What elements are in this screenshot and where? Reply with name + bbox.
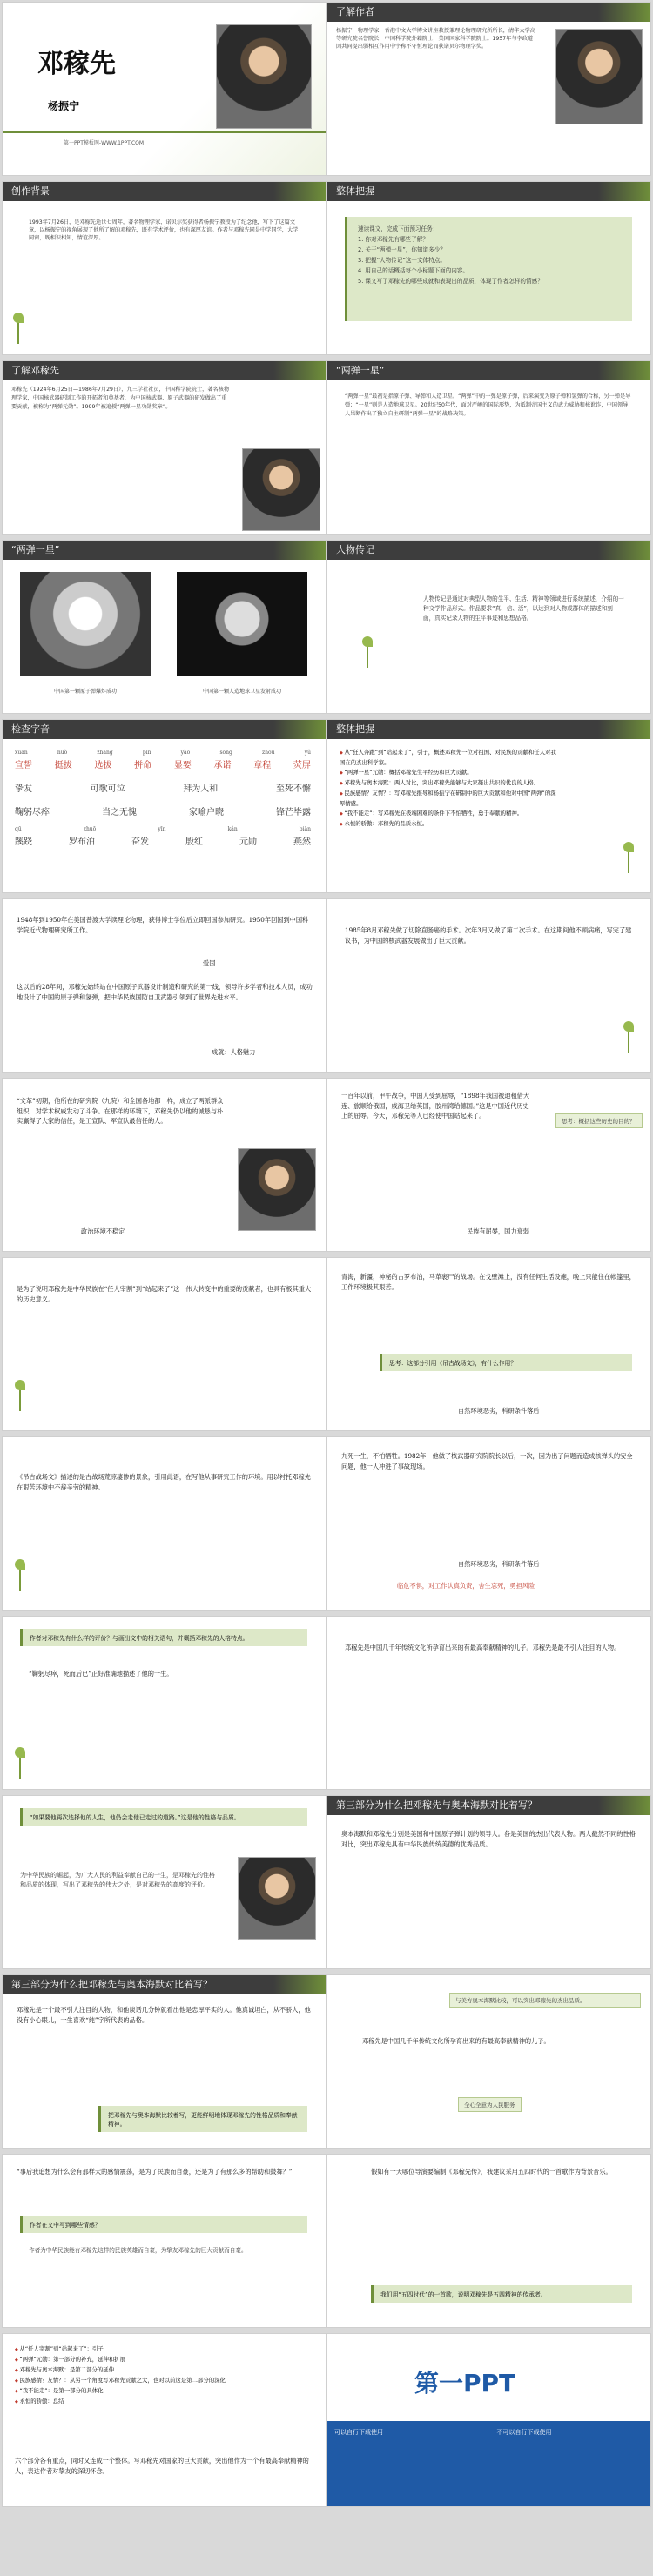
question-box-19: 作者在文中写到哪些情感？ [20,2216,307,2233]
task-box [345,217,632,321]
text-10: “鞠躬尽瘁，死而后已”正好准确地描述了他的一生。 [29,1670,173,1678]
plant-icon [13,313,24,347]
text-7: 青海，新疆，神秘的古罗布泊，马革裹尸的战场。在戈壁滩上，没有任何生活设施，晚上只能住在帐篷里，工作环境极其艰苦。 [341,1273,636,1291]
slide-text-11[interactable] [2,1795,326,1969]
text-14: 奥本海默和邓稼先分别是美国和中国原子弹计划的领导人。各是美国的杰出代表人物。两人截然不同的性格对比，突出邓稼先具有中华民族传统美德的优秀品质。 [341,1830,636,1848]
outline-list: ◆ 从“任人宰割”到“站起来了”：引子 ◆ “两弹”元勋：第一部分的补充，延伸和扩展 ◆ 邓稼先与奥本海默：是第二部分的延伸 ◆ 民族感情？友情？：从另一个角度写邓稼先贡献之大，也对以前这是第二部分的深化 ◆ “我不能走”：是第一部分的具体化 ◆ 永恒的骄傲：总结 [3,2334,326,2418]
slide-text-10[interactable] [326,1616,651,1790]
atom-bomb-image [20,572,151,676]
footer-right: 不可以自行下载使用 [496,2429,552,2436]
plant-icon [15,1747,25,1782]
note-5: 民族有屈辱，国力衰弱 [467,1227,529,1235]
plant-icon [362,636,373,671]
slide-background[interactable]: 创作背景 1993年7月26日，是邓稼先逝世七周年，著名物理学家、诺贝尔奖获得者杨振宁教授为了纪念他，写下了这篇文章，以杨振宁的视角展现了他所了解的邓稼先，既有学术评价，也有深厚友谊。作者与邓稼先同是中学同学，大学同窗，既相识相知，情谊深厚。 [2,181,326,355]
task-q2: 2. 关于“两弹一星”，你知道多少？ [358,246,446,253]
slide-title-text: 邓稼先 [37,49,116,79]
summary-text: 六个部分各有重点，同时又连成一个整体。写邓稼先对国家的巨大贡献，突出他作为一个有最高奉献精神的人，表达作者对挚友的深切怀念。 [15,2457,309,2475]
text-11: 邓稼先是中国几千年传统文化所孕育出来的有最高奉献精神的儿子。邓稼先是最不引人注目的人物。 [345,1644,621,1651]
task-intro: 速读课文，完成下面预习任务： [358,225,439,232]
slide-logo[interactable] [326,2333,651,2507]
author-photo-2 [555,29,643,124]
footer-ad [327,2421,651,2507]
caption-right: 中国第一颗人造地球卫星发射成功 [202,689,281,695]
slide-text-2[interactable] [326,898,651,1073]
two-bombs-text: “两弹一星”最初是指原子弹、导弹和人造卫星。“两弹”中的一弹是原子弹，后来演变为原子弹和氢弹的合称，另一弹是导弹；“一星”则是人造地球卫星。20世纪50年代，面对严峻的国际形势，为抵制帝国主义的武力威胁和核讹诈，中国领导人果断作出了独立自主研制“两弹一星”的战略决策。 [345,393,631,417]
note-box-18: 全心全意为人民服务 [458,2097,522,2112]
task-q1: 1. 你对邓稼先有哪些了解？ [358,236,428,243]
task-q5: 5. 课文写了邓稼先的哪些成就和表现出的品质，体现了作者怎样的情感？ [358,278,543,285]
slide-check-chars[interactable]: 检查字音 xuān nuò zhāng pīn yào sōng zhōu yǔ 宣誓 挺拔 选拔 拼命 显要 承诺 章程 荧屏 挚友 可歌可泣 拜为人和 至死不懈 鞠躬尽瘁 当之无愧 家喻户晓 锋芒毕露 qū zhuō yīn kǎn biān 蹊跷 罗布泊 奋发 殷红 元勋 燕然 [2,719,326,893]
background-text: 1993年7月26日，是邓稼先逝世七周年，著名物理学家、诺贝尔奖获得者杨振宁教授为了纪念他，写下了这篇文章，以杨振宁的视角展现了他所了解的邓稼先，既有学术评价，也有深厚友谊。作者与邓稼先同是中学同学，大学同窗，既相识相知，情谊深厚。 [29,219,299,241]
pinyin-grid: xuān nuò zhāng pīn yào sōng zhōu yǔ 宣誓 挺拔 选拔 拼命 显要 承诺 章程 荧屏 挚友 可歌可泣 拜为人和 至死不懈 鞠躬尽瘁 当之无愧 家喻户晓 锋芒毕露 qū zhuō yīn kǎn biān 蹊跷 罗布泊 奋发 殷红 元勋 燕然 [15,750,311,847]
text-16: 邓稼先是一个最不引人注目的人物，和他谈话几分钟就看出他是忠厚平实的人。他真诚坦白，从不骄人，他没有小心眼儿，一生喜欢“纯”字所代表的品格。 [17,2006,311,2024]
slide-overall[interactable]: 整体把握 速读课文，完成下面预习任务： 1. 你对邓稼先有哪些了解？ 2. 关于“两弹一星”，你知道多少？ 3. 把握“人物传记”这一文体特点。 4. 用自己的话概括每个小标题下面的内容。 5. 课文写了邓稼先的哪些成就和表现出的品质，体现了作者怎样的情感？ [326,181,651,355]
plant-icon [623,842,634,877]
logo-text: 第一PPT [414,2369,516,2398]
structure-list: ◆ 从“狂人奔跑”到“站起来了”，引子，概述邓稼先一位对祖国、对民族的贡献和任人对我国在的杰出科学家。 ◆ “两弹一星”元勋：概括邓稼先生平经历和巨大贡献。 ◆ 邓稼先与奥本海默：两人对比，突出邓稼先能够与大家凝出共识的优良的人格。 ◆ 民族感情？友情？：写邓稼先推导和杨振宁在研制中的巨大贡献和他对中国“两弹”的深厚情感。 ◆ “我不能走”：写邓稼先在极端困难的条件下不怕牺牲，勇于奉献的精神。 ◆ 永恒的骄傲：邓稼先的品质永恒。 [327,739,571,838]
note-box-16: 把邓稼先与奥本海默比较着写，更能鲜明地体现邓稼先的性格品质和奉献精神。 [98,2106,307,2132]
note-1: 爱国 [203,959,216,967]
text-18: 邓稼先是中国几千年传统文化所孕育出来的有最高奉献精神的儿子。 [362,2037,550,2045]
note-4: 政治环境不稳定 [81,1227,125,1235]
site-text: 第一PPT模板网-WWW.1PPT.COM [64,140,145,146]
text-1: 1948年到1950年在美国普渡大学读理论物理，获得博士学位后立即回国参加研究。1950年回国到中国科学院近代物理研究所工作。 [17,916,309,934]
slide-images[interactable]: “两弹一星” 中国第一颗原子弹爆炸成功 中国第一颗人造地球卫星发射成功 [2,540,326,714]
text-20: 假如有一天哪位导演要编制《邓稼先传》，我建议采用五四时代的一首歌作为背景音乐。 [371,2168,612,2176]
biography-text: 人物传记是通过对典型人物的生平、生活、精神等领域进行系统描述，介绍的一种文学作品形式。作品要求“真、信、活”，以达到对人物或群体的描述和刻画，真实记录人物的生平事迹和思想品格。 [423,595,624,622]
note-2: 成就：人格魅力 [212,1048,256,1056]
text-2: 这以后的28年间，邓稼先始终站在中国原子武器设计制造和研究的第一线，领导许多学者和技术人员，成功地设计了中国的原子弹和氢弹，把中华民族国防自卫武器引领到了世界先进水平。 [17,983,313,1001]
slide-title[interactable] [2,2,326,176]
deng-photo-2 [238,1148,316,1231]
slide-text-16[interactable] [326,2154,651,2328]
caption-left: 中国第一颗原子弹爆炸成功 [53,689,117,695]
author-photo [216,24,312,129]
text-6: 是为了说明邓稼先是中华民族在“任人宰割”到“站起来了”这一伟大转变中的重要的贡献者，也具有极其重大的历史意义。 [17,1285,312,1303]
slide-text-12[interactable]: 第三部分为什么把邓稼先与奥本海默对比着写？ 奥本海默和邓稼先分别是美国和中国原子弹计划的领导人。各是美国的杰出代表人物。两人截然不同的性格对比，突出邓稼先具有中华民族传统美德的优秀品质。 [326,1795,651,1969]
slide-know-author[interactable] [326,2,651,176]
question-box-3: 作者对邓稼先有什么样的评价？与画出文中的相关语句，并概括邓稼先的人格特点。 [20,1629,307,1646]
question-box: 思考：概括这些历史的目的？ [555,1113,643,1128]
slide-text-1[interactable] [2,898,326,1073]
slide-text-5[interactable] [2,1257,326,1431]
slide-text-6[interactable] [326,1257,651,1431]
text-13: 为中华民族的崛起，为广大人民的利益奉献自己的一生，是邓稼先的性格和品质的体现，写出了邓稼先的伟大之处，是对邓稼先的高度的评价。 [20,1872,215,1888]
plant-icon [623,1021,634,1056]
plant-icon [15,1380,25,1415]
section-header: 了解作者 [327,3,650,22]
quote-box: “如果要他再次选择他的人生，他仍会走他已走过的道路。”这是他的性格与品质。 [20,1808,307,1826]
slide-two-bombs[interactable]: “两弹一星” “两弹一星”最初是指原子弹、导弹和人造卫星。“两弹”中的一弹是原子弹，后来演变为原子弹和氢弹的合称，另一弹是导弹；“一星”则是人造地球卫星。20世纪50年代，面对严峻的国际形势，为抵制帝国主义的武力威胁和核讹诈，中国领导人果断作出了独立自主研制“两弹一星”的战略决策。 [326,360,651,535]
slide-outline[interactable] [2,2333,326,2507]
satellite-image [177,572,307,676]
text-5: 一百年以前，甲午战争，中国人受到屈辱，“1898年我国被迫租借大连、旅顺给俄国，威海卫给英国，胶州湾给德国。”这是中国近代历史上的屈辱。今天，邓稼先等人已经使中国站起来了。 [341,1092,530,1120]
plant-icon [15,1559,25,1594]
task-q4: 4. 用自己的话概括每个小标题下面的内容。 [358,267,469,274]
slide-text-14[interactable] [326,1974,651,2149]
text-9: 九死一生，不怕牺牲。1982年，他做了核武器研究院院长以后，一次，因为出了问题而造成核弹头的安全问题，他一人冲进了事故现场。 [341,1452,633,1470]
question-box-2: 思考：这部分引用《吊古战场文》，有什么作用？ [380,1354,632,1371]
text-3: 1985年8月邓稼先做了切除直肠癌的手术。次年3月又做了第二次手术。在这期间他不顾病痛，写完了建议书，为中国的核武器发展做出了巨大贡献。 [345,926,632,945]
slide-text-8[interactable] [326,1436,651,1611]
slide-text-15[interactable] [2,2154,326,2328]
task-q3: 3. 把握“人物传记”这一文体特点。 [358,257,446,264]
note-box-20: 我们用“五四时代”的一首歌，说明邓稼先是五四精神的传承者。 [371,2285,632,2303]
slide-overall-2[interactable]: 整体把握 ◆ 从“狂人奔跑”到“站起来了”，引子，概述邓稼先一位对祖国、对民族的贡献和任人对我国在的杰出科学家。 ◆ “两弹一星”元勋：概括邓稼先生平经历和巨大贡献。 ◆ 邓稼先与奥本海默：两人对比，突出邓稼先能够与大家凝出共识的优良的人格。 ◆ 民族感情？友情？：写邓稼先推导和杨振宁在研制中的巨大贡献和他对中国“两弹”的深厚情感。 ◆ “我不能走”：写邓稼先在极端困难的条件下不怕牺牲，勇于奉献的精神。 ◆ 永恒的骄傲：邓稼先的品质永恒。 [326,719,651,893]
deng-photo [242,448,320,531]
slide-biography[interactable]: 人物传记 人物传记是通过对典型人物的生平、生活、精神等领域进行系统描述，介绍的一种文学作品形式。作品要求“真、信、活”，以达到对人物或群体的描述和刻画，真实记录人物的生平事迹和思想品格。 [326,540,651,714]
deng-photo-3 [238,1857,316,1940]
slide-text-3[interactable] [2,1078,326,1252]
note-9b: 临危不惧，对工作认真负责，舍生忘死，勇担风险 [397,1582,535,1590]
slide-text-4[interactable] [326,1078,651,1252]
note-box-15: 与美方奥本海默比较，可以突出邓稼先的杰出品质。 [449,1993,641,2008]
text-4: “文革”初期，他所在的研究院（九院）和全国各地都一样，成立了两派群众组织，对学术权威发动了斗争。在那样的环境下，邓稼先仍以他的诚恳与朴实赢得了大家的信任，是工宣队、军宣队最信任的人。 [17,1097,224,1125]
slide-text-13[interactable]: 第三部分为什么把邓稼先与奥本海默对比着写？ 邓稼先是一个最不引人注目的人物，和他谈话几分钟就看出他是忠厚平实的人。他真诚坦白，从不骄人，他没有小心眼儿，一生喜欢“纯”字所代表的品格。 把邓稼先与奥本海默比较着写，更能鲜明地体现邓稼先的性格品质和奉献精神。 [2,1974,326,2149]
note-7: 自然环境恶劣，科研条件落后 [458,1407,540,1415]
text-19: “事后我追想为什么会有那样大的感情震荡，是为了民族而自豪，还是为了有那么多的帮助和鼓舞？” [17,2168,293,2176]
slide-text-9[interactable] [2,1616,326,1790]
divider [3,131,326,133]
text-8: 《吊古战场文》描述的是古战场荒凉凄惨的景象，引用此语，在写他从事研究工作的环境。用以衬托邓稼先在艰苦环境中不辞辛劳的精神。 [17,1473,311,1491]
slide-text-7[interactable] [2,1436,326,1611]
answer-19: 作者为中华民族能有邓稼先这样的民族英雄而自豪，为挚友邓稼先的巨大贡献而自豪。 [29,2247,247,2254]
author-name: 杨振宁 [48,100,80,112]
footer-left: 可以自行下载使用 [334,2429,383,2436]
deng-intro: 邓稼先（1924年6月25日—1986年7月29日），九三学社社员，中国科学院院士，著名核物理学家，中国核武器研制工作的开拓者和奠基者，为中国核武器、原子武器的研发做出了重要贡献，被称为“两弹元勋”。1999年被追授“两弹一星功勋奖章”。 [11,387,230,410]
author-intro: 杨振宁，物理学家，香港中文大学博文讲座教授兼理论物理研究所所长，清华大学高等研究院名誉院长，中国科学院外籍院士，美国国家科学院院士。1957年与李政道因共同提出弱相互作用中宇称不守恒理论而获诺贝尔物理学奖。 [336,28,535,50]
note-9: 自然环境恶劣，科研条件落后 [458,1560,540,1568]
slide-know-deng[interactable]: 了解邓稼先 邓稼先（1924年6月25日—1986年7月29日），九三学社社员，中国科学院院士，著名核物理学家，中国核武器研制工作的开拓者和奠基者，为中国核武器、原子武器的研发做出了重要贡献，被称为“两弹元勋”。1999年被追授“两弹一星功勋奖章”。 [2,360,326,535]
